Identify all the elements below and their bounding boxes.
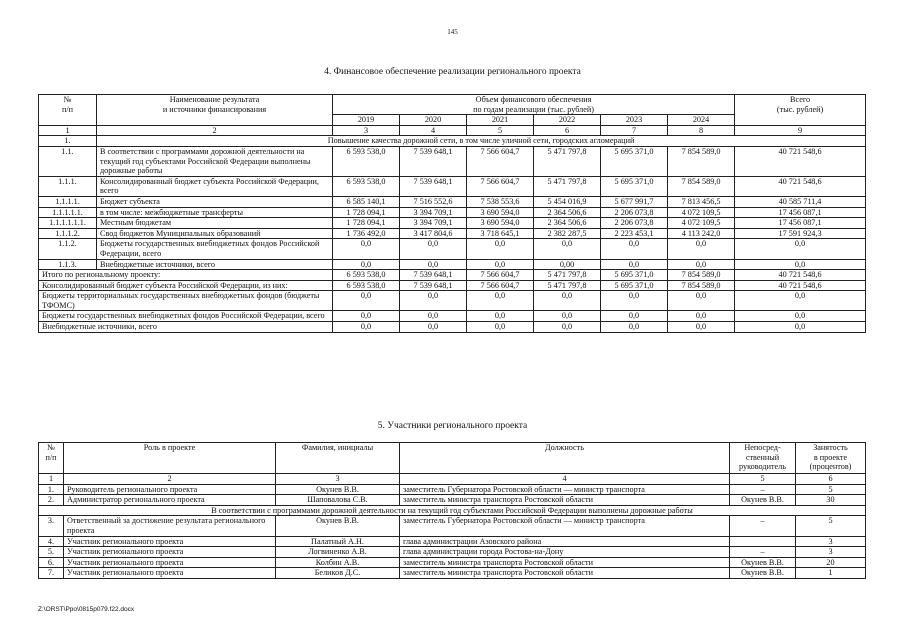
row-value: 2 206 073,8 — [601, 207, 668, 218]
header-supervisor: Непосред- ственный руководитель — [730, 443, 796, 474]
row-position: заместитель Губернатора Ростовской области — министр транспорта — [400, 484, 730, 495]
summary-value: 0,0 — [668, 291, 735, 311]
file-path: Z:\ORST\Ppo\0815p079.f22.docx — [38, 606, 135, 613]
header-position: Должность — [400, 443, 730, 474]
row-name: Окунев В.В. — [276, 484, 400, 495]
row-position: заместитель министра транспорта Ростовской области — [400, 568, 730, 579]
row-name: Консолидированный бюджет субъекта Российской Федерации, всего — [97, 176, 333, 196]
summary-value: 0,0 — [668, 322, 735, 333]
header-name: Наименование результата и источники финансирования — [97, 95, 333, 126]
group-title: В соответствии с программами дорожной деятельности на текущий год субъектами Российской Федерации выполнены дорожные работы — [39, 505, 866, 516]
header-year: 2019 — [333, 115, 400, 126]
column-index: 7 — [601, 125, 668, 136]
row-value: 5 471 797,8 — [534, 176, 601, 196]
row-value: 6 585 140,1 — [333, 196, 400, 207]
column-index: 4 — [400, 125, 467, 136]
table-row — [39, 516, 866, 536]
row-no: 1.1.1.1.1. — [39, 207, 97, 218]
summary-value: 0,0 — [534, 311, 601, 322]
column-index: 2 — [64, 474, 276, 485]
part-group-row — [39, 505, 866, 516]
column-index: 6 — [796, 474, 866, 485]
summary-value: 0,0 — [467, 311, 534, 322]
summary-value: 7 539 648,1 — [400, 270, 467, 281]
table-row — [39, 239, 866, 259]
row-name: Окунев В.В. — [276, 516, 400, 536]
row-total: 40 721 548,6 — [735, 146, 866, 176]
row-position: заместитель Губернатора Ростовской области — министр транспорта — [400, 516, 730, 536]
row-position: глава администрации Азовского района — [400, 536, 730, 547]
row-value: 7 516 552,6 — [400, 196, 467, 207]
row-supervisor: Окунев В.В. — [730, 557, 796, 568]
section-4-title: 4. Финансовое обеспечение реализации регионального проекта — [324, 67, 581, 77]
row-no: 1. — [39, 484, 64, 495]
column-index: 4 — [400, 474, 730, 485]
summary-value: 5 471 797,8 — [534, 280, 601, 291]
row-value: 2 364 506,6 — [534, 207, 601, 218]
summary-value: 0,0 — [400, 291, 467, 311]
row-supervisor: – — [730, 547, 796, 558]
row-value: 7 854 589,0 — [668, 146, 735, 176]
row-value: 7 813 456,5 — [668, 196, 735, 207]
row-total: 40 585 711,4 — [735, 196, 866, 207]
row-value: 5 695 371,0 — [601, 146, 668, 176]
summary-name: Бюджеты территориальных государственных внебюджетных фондов (бюджеты ТФОМС) — [39, 291, 333, 311]
column-index: 9 — [735, 125, 866, 136]
summary-value: 0,0 — [601, 291, 668, 311]
row-position: глава администрации города Ростова-на-Дону — [400, 547, 730, 558]
row-role: Участник регионального проекта — [64, 536, 276, 547]
row-role: Участник регионального проекта — [64, 557, 276, 568]
row-value: 0,0 — [668, 239, 735, 259]
fin-group-row — [39, 136, 866, 147]
header-year: 2022 — [534, 115, 601, 126]
summary-value: 6 593 538,0 — [333, 270, 400, 281]
header-no: № п/п — [39, 443, 64, 474]
summary-value: 0,0 — [601, 311, 668, 322]
header-year: 2021 — [467, 115, 534, 126]
row-no: 1.1.2. — [39, 239, 97, 259]
row-employment: 3 — [796, 536, 866, 547]
header-employment: Занятость в проекте (процентов) — [796, 443, 866, 474]
row-value: 7 566 604,7 — [467, 176, 534, 196]
row-value: 2 364 506,6 — [534, 218, 601, 229]
summary-row — [39, 291, 866, 311]
summary-value: 7 854 589,0 — [668, 270, 735, 281]
row-total: 40 721 548,6 — [735, 176, 866, 196]
financing-table — [38, 94, 866, 333]
summary-total: 0,0 — [735, 311, 866, 322]
row-value: 5 695 371,0 — [601, 176, 668, 196]
summary-value: 0,0 — [668, 311, 735, 322]
summary-value: 5 695 371,0 — [601, 270, 668, 281]
summary-value: 0,0 — [534, 322, 601, 333]
row-name: Бюджет субъекта — [97, 196, 333, 207]
row-no: 4. — [39, 536, 64, 547]
row-no: 7. — [39, 568, 64, 579]
row-role: Администратор регионального проекта — [64, 495, 276, 506]
table-row — [39, 228, 866, 239]
row-role: Участник регионального проекта — [64, 547, 276, 558]
summary-name: Итого по региональному проекту: — [39, 270, 333, 281]
row-value: 1 728 094,1 — [333, 218, 400, 229]
row-name: Местным бюджетам — [97, 218, 333, 229]
row-no: 6. — [39, 557, 64, 568]
column-index: 8 — [668, 125, 735, 136]
row-supervisor: – — [730, 516, 796, 536]
fin-header-row — [39, 95, 866, 115]
row-value: 7 566 604,7 — [467, 146, 534, 176]
row-value: 0,0 — [668, 259, 735, 270]
row-name: Беликов Д.С. — [276, 568, 400, 579]
summary-value: 6 593 538,0 — [333, 280, 400, 291]
row-value: 2 382 287,5 — [534, 228, 601, 239]
summary-total: 40 721 548,6 — [735, 270, 866, 281]
column-index: 1 — [39, 125, 97, 136]
row-role: Участник регионального проекта — [64, 568, 276, 579]
row-value: 4 072 109,5 — [668, 207, 735, 218]
row-value: 5 454 016,9 — [534, 196, 601, 207]
row-value: 0,0 — [534, 239, 601, 259]
row-value: 4 072 109,5 — [668, 218, 735, 229]
row-total: 17 456 087,1 — [735, 207, 866, 218]
row-position: заместитель министра транспорта Ростовской области — [400, 495, 730, 506]
summary-value: 0,0 — [467, 291, 534, 311]
summary-value: 0,0 — [400, 311, 467, 322]
row-value: 5 471 797,8 — [534, 146, 601, 176]
summary-value: 5 695 371,0 — [601, 280, 668, 291]
column-index: 5 — [467, 125, 534, 136]
row-value: 0,0 — [601, 239, 668, 259]
row-name: Колбин А.В. — [276, 557, 400, 568]
summary-value: 7 566 604,7 — [467, 280, 534, 291]
header-total: Всего (тыс. рублей) — [735, 95, 866, 126]
table-row — [39, 547, 866, 558]
summary-row — [39, 280, 866, 291]
row-no: 1.1. — [39, 146, 97, 176]
column-index: 3 — [276, 474, 400, 485]
summary-value: 0,0 — [333, 311, 400, 322]
header-year: 2024 — [668, 115, 735, 126]
row-role: Руководитель регионального проекта — [64, 484, 276, 495]
table-row — [39, 196, 866, 207]
summary-row — [39, 311, 866, 322]
table-row — [39, 484, 866, 495]
row-name: Шаповалова С.В. — [276, 495, 400, 506]
row-value: 7 539 648,1 — [400, 176, 467, 196]
fin-index-row — [39, 125, 866, 136]
summary-name: Консолидированный бюджет субъекта Российской Федерации, из них: — [39, 280, 333, 291]
row-value: 0,0 — [400, 239, 467, 259]
table-row — [39, 557, 866, 568]
row-value: 0,0 — [400, 259, 467, 270]
header-volume: Объем финансового обеспечения по годам реализации (тыс. рублей) — [333, 95, 735, 115]
header-no: № п/п — [39, 95, 97, 126]
group-title: Повышение качества дорожной сети, в том числе уличной сети, городских агломераций — [97, 136, 866, 147]
summary-value: 7 566 604,7 — [467, 270, 534, 281]
row-value: 0,0 — [333, 239, 400, 259]
summary-total: 0,0 — [735, 291, 866, 311]
table-row — [39, 568, 866, 579]
page-number: 145 — [447, 28, 458, 36]
row-no: 1.1.1. — [39, 176, 97, 196]
row-name: Бюджеты государственных внебюджетных фондов Российской Федерации, всего — [97, 239, 333, 259]
row-value: 4 113 242,0 — [668, 228, 735, 239]
row-name: Внебюджетные источники, всего — [97, 259, 333, 270]
part-header-row — [39, 443, 866, 474]
row-supervisor: Окунев В.В. — [730, 495, 796, 506]
row-role: Ответственный за достижение результата регионального проекта — [64, 516, 276, 536]
row-no: 1.1.1.1.1.1. — [39, 218, 97, 229]
participants-table — [38, 442, 866, 579]
summary-name: Внебюджетные источники, всего — [39, 322, 333, 333]
row-no: 1.1.3. — [39, 259, 97, 270]
column-index: 2 — [97, 125, 333, 136]
row-value: 0,0 — [601, 259, 668, 270]
row-supervisor — [730, 536, 796, 547]
row-value: 1 736 492,0 — [333, 228, 400, 239]
column-index: 5 — [730, 474, 796, 485]
row-value: 3 394 709,1 — [400, 218, 467, 229]
row-name: Логвиненко А.В. — [276, 547, 400, 558]
summary-name: Бюджеты государственных внебюджетных фондов Российской Федерации, всего — [39, 311, 333, 322]
summary-value: 0,0 — [333, 322, 400, 333]
table-row — [39, 176, 866, 196]
row-value: 6 593 538,0 — [333, 176, 400, 196]
summary-value: 0,0 — [400, 322, 467, 333]
row-value: 3 690 594,0 — [467, 218, 534, 229]
table-row — [39, 207, 866, 218]
summary-row — [39, 322, 866, 333]
column-index: 3 — [333, 125, 400, 136]
row-no: 1.1.1.1. — [39, 196, 97, 207]
row-position: заместитель министра транспорта Ростовской области — [400, 557, 730, 568]
row-value: 2 206 073,8 — [601, 218, 668, 229]
summary-total: 40 721 548,6 — [735, 280, 866, 291]
row-value: 7 538 553,6 — [467, 196, 534, 207]
row-name: Свод бюджетов Муниципальных образований — [97, 228, 333, 239]
row-total: 17 456 087,1 — [735, 218, 866, 229]
summary-value: 0,0 — [601, 322, 668, 333]
row-employment: 20 — [796, 557, 866, 568]
row-value: 5 677 991,7 — [601, 196, 668, 207]
row-supervisor: – — [730, 484, 796, 495]
row-employment: 3 — [796, 547, 866, 558]
table-row — [39, 259, 866, 270]
group-no: 1. — [39, 136, 97, 147]
header-year: 2020 — [400, 115, 467, 126]
row-value: 3 718 645,1 — [467, 228, 534, 239]
row-name: Палатный А.Н. — [276, 536, 400, 547]
row-value: 0,00 — [534, 259, 601, 270]
row-value: 3 394 709,1 — [400, 207, 467, 218]
row-employment: 5 — [796, 516, 866, 536]
row-value: 6 593 538,0 — [333, 146, 400, 176]
row-name: в том числе: межбюджетные трансферты — [97, 207, 333, 218]
header-role: Роль в проекте — [64, 443, 276, 474]
row-employment: 1 — [796, 568, 866, 579]
summary-row — [39, 270, 866, 281]
row-no: 5. — [39, 547, 64, 558]
header-year: 2023 — [601, 115, 668, 126]
row-total: 0,0 — [735, 239, 866, 259]
row-employment: 30 — [796, 495, 866, 506]
summary-value: 0,0 — [534, 291, 601, 311]
row-employment: 5 — [796, 484, 866, 495]
row-total: 0,0 — [735, 259, 866, 270]
summary-value: 0,0 — [467, 322, 534, 333]
table-row — [39, 146, 866, 176]
row-value: 3 690 594,0 — [467, 207, 534, 218]
row-value: 0,0 — [467, 259, 534, 270]
row-name: В соответствии с программами дорожной деятельности на текущий год субъектами Российской Федерации выполнены дорожные работы — [97, 146, 333, 176]
table-row — [39, 495, 866, 506]
summary-total: 0,0 — [735, 322, 866, 333]
row-no: 1.1.1.2. — [39, 228, 97, 239]
column-index: 1 — [39, 474, 64, 485]
row-value: 0,0 — [467, 239, 534, 259]
row-value: 7 539 648,1 — [400, 146, 467, 176]
summary-value: 0,0 — [333, 291, 400, 311]
summary-value: 7 854 589,0 — [668, 280, 735, 291]
summary-value: 5 471 797,8 — [534, 270, 601, 281]
row-value: 7 854 589,0 — [668, 176, 735, 196]
row-total: 17 591 924,3 — [735, 228, 866, 239]
part-index-row — [39, 474, 866, 485]
table-row — [39, 536, 866, 547]
section-5-title: 5. Участники регионального проекта — [377, 421, 528, 431]
row-value: 1 728 094,1 — [333, 207, 400, 218]
column-index: 6 — [534, 125, 601, 136]
table-row — [39, 218, 866, 229]
summary-value: 7 539 648,1 — [400, 280, 467, 291]
row-value: 3 417 804,6 — [400, 228, 467, 239]
header-name: Фамилия, инициалы — [276, 443, 400, 474]
row-no: 3. — [39, 516, 64, 536]
row-value: 0,0 — [333, 259, 400, 270]
row-no: 2. — [39, 495, 64, 506]
row-supervisor: Окунев В.В. — [730, 568, 796, 579]
row-value: 2 223 453,1 — [601, 228, 668, 239]
